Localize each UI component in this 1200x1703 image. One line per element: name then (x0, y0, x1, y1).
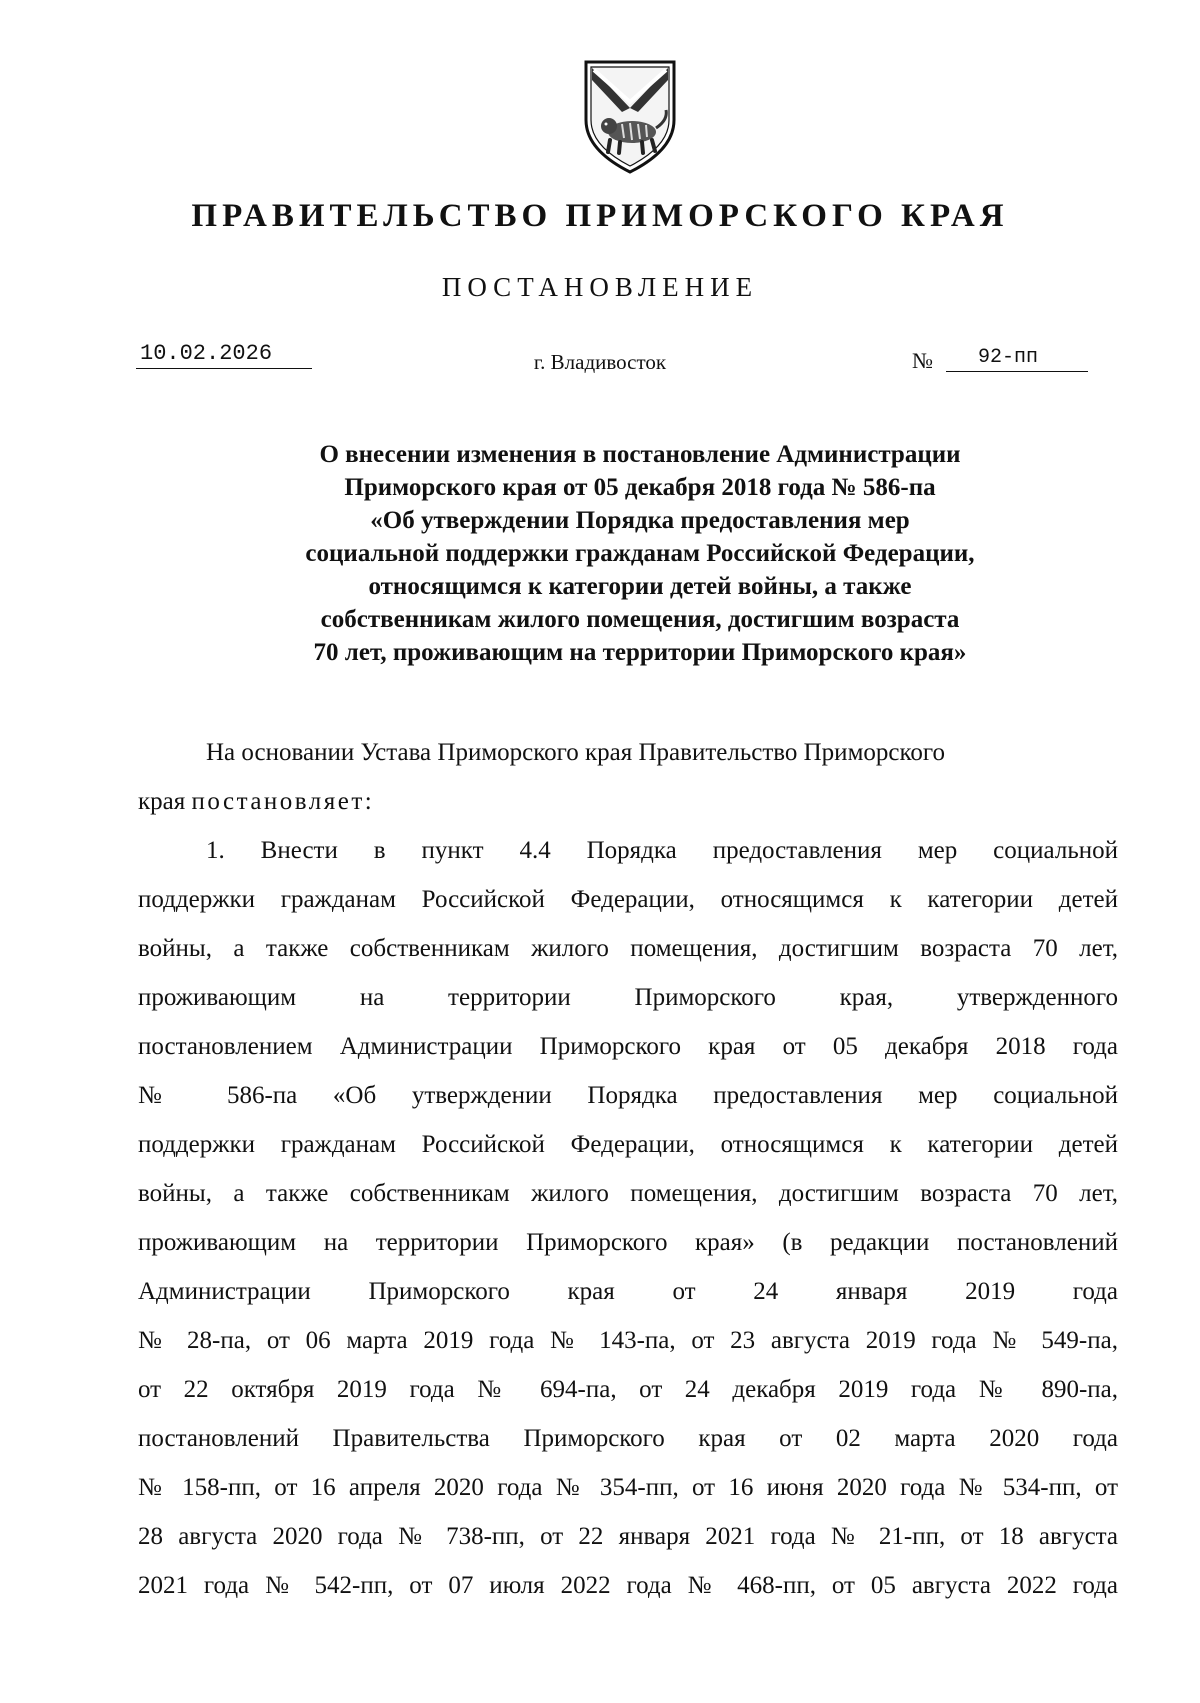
body-line: постановлений Правительства Приморского края от 02 марта 2020 года (138, 1425, 1118, 1452)
preamble-word: края (138, 788, 186, 815)
body-line: войны, а также собственникам жилого помещения, достигшим возраста 70 лет, (138, 935, 1118, 962)
document-heading (200, 438, 1080, 669)
heading-line: социальной поддержки гражданам Российской Федерации, (305, 540, 975, 567)
body-line: 28 августа 2020 года № 738-пп, от 22 января 2021 года № 21-пп, от 18 августа (138, 1523, 1118, 1550)
body-line: 1. Внести в пункт 4.4 Порядка предоставления мер социальной (206, 837, 1118, 864)
government-title: ПРАВИТЕЛЬСТВО ПРИМОРСКОГО КРАЯ (191, 198, 1009, 234)
document-body (138, 728, 1118, 1610)
body-line: поддержки гражданам Российской Федерации, относящимся к категории детей (138, 886, 1118, 913)
body-line: войны, а также собственникам жилого помещения, достигшим возраста 70 лет, (138, 1180, 1118, 1207)
body-line: поддержки гражданам Российской Федерации, относящимся к категории детей (138, 1131, 1118, 1158)
number-sign: № (912, 348, 933, 373)
preamble-line: На основании Устава Приморского края Правительство Приморского (206, 739, 945, 766)
body-line: проживающим на территории Приморского края» (в редакции постановлений (138, 1229, 1118, 1256)
document-type: ПОСТАНОВЛЕНИЕ (441, 272, 759, 302)
heading-line: «Об утверждении Порядка предоставления мер (370, 507, 910, 534)
body-line: постановлением Администрации Приморского края от 05 декабря 2018 года (138, 1033, 1118, 1060)
body-line: № 586-па «Об утверждении Порядка предоставления мер социальной (138, 1082, 1118, 1109)
body-line: 2021 года № 542-пп, от 07 июля 2022 года № 468-пп, от 05 августа 2022 года (138, 1572, 1118, 1599)
body-line: проживающим на территории Приморского края, утвержденного (138, 984, 1118, 1011)
body-line: Администрации Приморского края от 24 января 2019 года (138, 1278, 1118, 1305)
document-date: 10.02.2026 (136, 341, 312, 369)
body-line: от 22 октября 2019 года № 694-па, от 24 декабря 2019 года № 890-па, (138, 1376, 1118, 1403)
heading-line: О внесении изменения в постановление Администрации (319, 441, 961, 468)
heading-line: относящимся к категории детей войны, а также (368, 573, 912, 600)
heading-line: 70 лет, проживающим на территории Приморского края» (313, 639, 967, 666)
coat-of-arms-icon (582, 58, 678, 176)
preamble-line (138, 777, 1118, 826)
preamble-verb: постановляет: (191, 788, 375, 815)
document-city: г. Владивосток (533, 350, 667, 374)
body-line: № 28-па, от 06 марта 2019 года № 143-па, от 23 августа 2019 года № 549-па, (138, 1327, 1118, 1354)
body-line: № 158-пп, от 16 апреля 2020 года № 354-пп, от 16 июня 2020 года № 534-пп, от (138, 1474, 1118, 1501)
document-number: 92-пп (946, 346, 1088, 372)
heading-line: собственникам жилого помещения, достигшим возраста (320, 606, 960, 633)
heading-line: Приморского края от 05 декабря 2018 года № 586-па (344, 474, 936, 501)
